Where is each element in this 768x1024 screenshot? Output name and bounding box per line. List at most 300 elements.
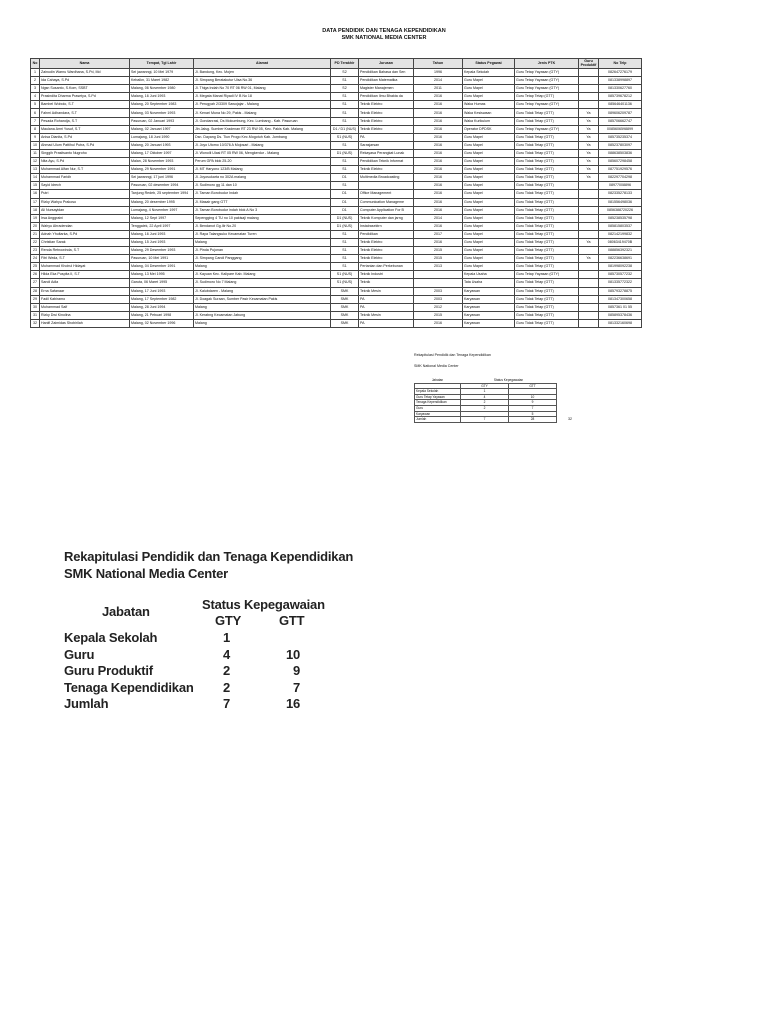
table-cell: 19 bbox=[31, 214, 40, 222]
table-cell: 081998092238 bbox=[599, 263, 642, 271]
table-cell: S1 bbox=[331, 230, 359, 238]
table-cell: S1 bbox=[331, 101, 359, 109]
table-row bbox=[31, 287, 642, 295]
table-cell: Guru Mapel bbox=[463, 141, 515, 149]
table-cell: SMK bbox=[331, 303, 359, 311]
table-cell: Bambel Wobolo, S.T bbox=[40, 101, 130, 109]
table-cell: Pendidikan Matematika bbox=[359, 77, 414, 85]
table-row bbox=[31, 206, 642, 214]
table-cell bbox=[579, 93, 599, 101]
table-cell bbox=[579, 101, 599, 109]
table-cell: D1 bbox=[331, 190, 359, 198]
table-row bbox=[31, 158, 642, 166]
table-cell: 081347300658 bbox=[599, 295, 642, 303]
table-cell: Teknik Industri bbox=[359, 271, 414, 279]
table-cell: Adnah Yhultarka, S.Pd bbox=[40, 230, 130, 238]
table-cell bbox=[579, 247, 599, 255]
table-cell: 13 bbox=[31, 166, 40, 174]
table-cell bbox=[579, 271, 599, 279]
table-row bbox=[31, 174, 642, 182]
header-ttl: Tempat, Tgl Lahir bbox=[130, 59, 194, 69]
table-cell: Sayid Idrech bbox=[40, 182, 130, 190]
table-cell: Guru Mapel bbox=[463, 255, 515, 263]
table-cell: PA bbox=[359, 133, 414, 141]
small-recap-cell: 1 bbox=[461, 389, 509, 395]
table-cell: 087751929576 bbox=[599, 166, 642, 174]
table-cell: 2016 bbox=[414, 190, 463, 198]
table-cell: 0857361 01 55 bbox=[599, 303, 642, 311]
table-cell: Malang, 04 Desember 1991 bbox=[130, 263, 194, 271]
table-row bbox=[31, 222, 642, 230]
table-cell: 32 bbox=[31, 319, 40, 327]
small-recap-cell: 4 bbox=[461, 394, 509, 400]
table-cell: Guru Tidak Tetap (GTT) bbox=[515, 230, 579, 238]
table-cell: S1 bbox=[331, 238, 359, 246]
table-cell: Jl. Sudimoro No 7 Malang bbox=[194, 279, 331, 287]
table-cell: Guru Mapel bbox=[463, 166, 515, 174]
table-cell bbox=[579, 190, 599, 198]
table-cell: Guru Mapel bbox=[463, 198, 515, 206]
table-cell: Pasuruan, 10 Mei 1991 bbox=[130, 255, 194, 263]
table-cell: Prasindita Dharma Prasetya, S.Pd bbox=[40, 93, 130, 101]
table-cell: Karyawan bbox=[463, 319, 515, 327]
table-cell: Jl. Joyosukarta no 302A malang bbox=[194, 174, 331, 182]
table-cell: Malang, 20 Januari 1993 bbox=[130, 141, 194, 149]
table-cell: 081556498036 bbox=[599, 198, 642, 206]
table-row bbox=[31, 311, 642, 319]
table-cell: Waka Humas bbox=[463, 101, 515, 109]
header-tahun: Tahun bbox=[414, 59, 463, 69]
table-cell: 9 bbox=[31, 133, 40, 141]
table-row bbox=[31, 263, 642, 271]
table-cell: Guru Mapel bbox=[463, 247, 515, 255]
table-cell: Guru Tidak Tetap (GTT) bbox=[515, 303, 579, 311]
table-cell: Jl. Megata Manat Riyadi IV B No 18 bbox=[194, 93, 331, 101]
small-recap-cell: Kepala Sekolah bbox=[415, 389, 461, 395]
small-recap-cell: Guru bbox=[415, 405, 461, 411]
small-recap-cell: Jumlah bbox=[415, 417, 461, 423]
table-cell: Malang, 02 November 1996 bbox=[130, 319, 194, 327]
table-cell: Ya bbox=[579, 158, 599, 166]
table-cell: Guru Mapel bbox=[463, 214, 515, 222]
table-row bbox=[31, 149, 642, 157]
table-cell: Jl. Bandung, Kec. Mojen bbox=[194, 69, 331, 77]
table-cell bbox=[579, 263, 599, 271]
table-cell: 081338998897 bbox=[599, 77, 642, 85]
table-cell: 085735235374 bbox=[599, 133, 642, 141]
table-cell: Sarasjarsan bbox=[359, 141, 414, 149]
table-cell: 5 bbox=[31, 101, 40, 109]
small-recap-cell: 10 bbox=[509, 394, 557, 400]
table-row bbox=[31, 190, 642, 198]
small-recap-title: Rekapitulasi Pendidik dan Tenaga Kependidikan bbox=[414, 353, 491, 357]
table-cell: D1 bbox=[331, 198, 359, 206]
table-cell: 22 bbox=[31, 238, 40, 246]
table-cell: Malang, 06 November 1980 bbox=[130, 85, 194, 93]
big-recap-gty: 1 bbox=[222, 630, 230, 645]
table-cell: 085730577232 bbox=[599, 271, 642, 279]
table-cell: Waka Kesiswaan bbox=[463, 109, 515, 117]
header-alamat: Alamat bbox=[194, 59, 331, 69]
table-cell: 2015 bbox=[414, 247, 463, 255]
table-cell: Malang, 16 Juni 1993 bbox=[130, 93, 194, 101]
table-cell: Putri bbox=[40, 190, 130, 198]
table-row bbox=[31, 295, 642, 303]
big-recap-gty: 4 bbox=[222, 647, 230, 662]
table-cell: 0856388720226 bbox=[599, 206, 642, 214]
table-cell: Guru Mapel bbox=[463, 149, 515, 157]
table-cell: Ya bbox=[579, 117, 599, 125]
table-cell: Malang, 28 Juni 1994 bbox=[130, 303, 194, 311]
table-cell: S1 bbox=[331, 263, 359, 271]
small-recap-cell: 5 bbox=[509, 411, 557, 417]
table-cell: Guru Tidak Tetap (GTT) bbox=[515, 198, 579, 206]
table-cell: 2017 bbox=[414, 230, 463, 238]
table-cell: 2016 bbox=[414, 182, 463, 190]
table-row bbox=[31, 93, 642, 101]
table-cell: 14 bbox=[31, 174, 40, 182]
table-cell: Jln Jalsg. Sumber Kradenan RT 23 RW 05, Kec. Pakis Kab. Malang bbox=[194, 125, 331, 133]
table-cell: Guru Tidak Tetap (GTT) bbox=[515, 166, 579, 174]
table-cell: D1 bbox=[331, 206, 359, 214]
table-cell: Sepengging 4 TU no 10 pakisaji malang bbox=[194, 214, 331, 222]
table-cell: Guru Tidak Tetap (GTT) bbox=[515, 295, 579, 303]
table-cell: Jl. Gondanrasi, Ds Mokumbung, Kec. Lumbang - Kab. Pasuruan bbox=[194, 117, 331, 125]
document-subtitle: SMK NATIONAL MEDIA CENTER bbox=[341, 35, 427, 41]
table-cell: D1 (NUS) bbox=[331, 222, 359, 230]
table-cell: Sei jawanngi, 10 Mei 1979 bbox=[130, 69, 194, 77]
table-cell bbox=[579, 214, 599, 222]
table-cell: 2016 bbox=[414, 198, 463, 206]
table-cell: Jl. Raya Talangsuko Kecamatan Turen bbox=[194, 230, 331, 238]
table-cell: Karyawan bbox=[463, 295, 515, 303]
small-recap-table bbox=[414, 378, 557, 423]
table-cell: Jl. Masair gang GTT bbox=[194, 198, 331, 206]
table-cell: S1 (NUS) bbox=[331, 133, 359, 141]
table-row bbox=[31, 117, 642, 125]
table-cell: 085706662747 bbox=[599, 117, 642, 125]
table-cell: 08977008896 bbox=[599, 182, 642, 190]
table-cell: 31 bbox=[31, 311, 40, 319]
table-cell: Kebalkn, 31 Maret 1982 bbox=[130, 77, 194, 85]
table-cell: Jl. Wonolil Ulasi RT 05 RW 06, Mengkerdur - Malang bbox=[194, 149, 331, 157]
table-cell: Jl. Taman Borobudur Indah bbox=[194, 190, 331, 198]
table-cell: S1 bbox=[331, 141, 359, 149]
table-cell: S1 bbox=[331, 117, 359, 125]
table-cell: Perum GPA blok 25-20 bbox=[194, 158, 331, 166]
table-cell: Teknik Elektro bbox=[359, 125, 414, 133]
table-cell bbox=[414, 271, 463, 279]
table-cell: 082297704298 bbox=[599, 174, 642, 182]
table-row bbox=[31, 85, 642, 93]
table-header-row bbox=[31, 59, 642, 69]
table-cell: Ya bbox=[579, 238, 599, 246]
table-cell: Guru Tidak Tetap (GTT) bbox=[515, 247, 579, 255]
table-cell: Jl. Doagak Suraan, Sumber Pasir Kecamatan Pakis bbox=[194, 295, 331, 303]
table-cell: S1 bbox=[331, 255, 359, 263]
table-cell: Erna Safanaar bbox=[40, 287, 130, 295]
table-cell: 11 bbox=[31, 149, 40, 157]
table-cell: Communication Manageme bbox=[359, 198, 414, 206]
table-cell: Guru Tidak Tetap (GTT) bbox=[515, 263, 579, 271]
big-recap-col-status: Status Kepegawaian bbox=[202, 597, 325, 612]
table-cell: Jl. Sudimoro gg 11 dan 10 bbox=[194, 182, 331, 190]
table-cell: Office Management bbox=[359, 190, 414, 198]
table-row bbox=[31, 303, 642, 311]
table-cell bbox=[579, 198, 599, 206]
table-cell: Jl. Simpang Candi Panggang bbox=[194, 255, 331, 263]
table-cell: Teknik Elektro bbox=[359, 166, 414, 174]
table-cell: Teknik Komputer dan jarng bbox=[359, 214, 414, 222]
table-cell: 7 bbox=[31, 117, 40, 125]
table-cell: Malang, 21 Pebuari 1998 bbox=[130, 311, 194, 319]
table-cell: Kepala Sekolah bbox=[463, 69, 515, 77]
table-row bbox=[31, 141, 642, 149]
table-cell bbox=[579, 230, 599, 238]
big-recap-label: Tenaga Kependidikan bbox=[64, 680, 194, 695]
table-cell: Guru Mapel bbox=[463, 85, 515, 93]
table-cell: Pasuruan, 02 desember 1994 bbox=[130, 182, 194, 190]
table-cell: Ya bbox=[579, 166, 599, 174]
big-recap-label: Jumlah bbox=[64, 696, 109, 711]
table-cell: Guru Mapel bbox=[463, 230, 515, 238]
table-cell bbox=[579, 77, 599, 85]
table-cell: Operator DPDSK bbox=[463, 125, 515, 133]
table-cell: 085739678212 bbox=[599, 93, 642, 101]
table-cell: Wahyu Ahradendan bbox=[40, 222, 130, 230]
table-cell: 2016 bbox=[414, 238, 463, 246]
table-cell: S1 bbox=[331, 247, 359, 255]
table-cell: Jl. Kalubdaren - Malang bbox=[194, 287, 331, 295]
table-cell: Jl. Thiga Indah No 70 RT 06 RW 01, Malang bbox=[194, 85, 331, 93]
table-cell: Muhammad Saif bbox=[40, 303, 130, 311]
table-cell bbox=[579, 295, 599, 303]
table-cell bbox=[579, 222, 599, 230]
table-cell: Pendidikan Teknik Informat bbox=[359, 158, 414, 166]
table-cell: Fitri Weda, S.T bbox=[40, 255, 130, 263]
table-cell: SMK bbox=[331, 311, 359, 319]
table-cell bbox=[579, 287, 599, 295]
table-cell: 2016 bbox=[414, 158, 463, 166]
table-cell: Guru Mapel bbox=[463, 182, 515, 190]
table-cell: Maulana Amri Yusuf, S.T bbox=[40, 125, 130, 133]
table-cell: 081335772322 bbox=[599, 279, 642, 287]
big-recap-col-jabatan: Jabatan bbox=[102, 604, 150, 619]
table-cell: Malang, 20 desember 1995 bbox=[130, 198, 194, 206]
big-recap-col-gtt: GTT bbox=[279, 613, 305, 628]
header-pd-terakhir: PD Terakhir bbox=[331, 59, 359, 69]
table-cell: Anisa Dianita, S.Pd bbox=[40, 133, 130, 141]
table-cell: 081332160698 bbox=[599, 319, 642, 327]
table-cell: 082142199832 bbox=[599, 230, 642, 238]
big-recap-gtt: 9 bbox=[292, 663, 300, 678]
table-cell: Guru Tidak Tetap (GTT) bbox=[515, 287, 579, 295]
table-cell: 2014 bbox=[414, 214, 463, 222]
table-cell: Muhammad Faridh bbox=[40, 174, 130, 182]
table-cell: 2016 bbox=[414, 141, 463, 149]
table-cell: 6 bbox=[31, 109, 40, 117]
table-cell: Guru Mapel bbox=[463, 263, 515, 271]
table-cell: SMK bbox=[331, 295, 359, 303]
table-cell: Guru Tetap Yayasan (GTY) bbox=[515, 271, 579, 279]
table-cell: PA bbox=[359, 303, 414, 311]
table-cell: 0085606598899 bbox=[599, 125, 642, 133]
table-cell: Malang, 29 November 1991 bbox=[130, 166, 194, 174]
table-cell: Karyawan bbox=[463, 303, 515, 311]
table-cell bbox=[579, 319, 599, 327]
table-cell: Guru Mapel bbox=[463, 158, 515, 166]
table-cell bbox=[579, 303, 599, 311]
table-cell: 08063419470B bbox=[599, 238, 642, 246]
table-cell: 2016 bbox=[414, 117, 463, 125]
table-cell: Guru Tidak Tetap (GTT) bbox=[515, 311, 579, 319]
table-cell: 082335278133 bbox=[599, 190, 642, 198]
table-cell: 29 bbox=[31, 295, 40, 303]
table-row bbox=[31, 279, 642, 287]
table-cell: Irsa Anggraini bbox=[40, 214, 130, 222]
small-recap-cell: Tenaga Kependidikan bbox=[415, 400, 461, 406]
table-row bbox=[31, 77, 642, 85]
small-recap-cell: Guru Tetap Yayasan bbox=[415, 394, 461, 400]
table-cell: 2015 bbox=[414, 311, 463, 319]
table-cell: Teknik Elektro bbox=[359, 117, 414, 125]
table-row bbox=[31, 255, 642, 263]
header-jenis-ptk: Jenis PTK bbox=[515, 59, 579, 69]
table-cell: Guru Tidak Tetap (GTT) bbox=[515, 149, 579, 157]
big-recap-label: Guru bbox=[64, 647, 95, 662]
table-cell: Guru Tidak Tetap (GTT) bbox=[515, 109, 579, 117]
table-row bbox=[31, 101, 642, 109]
staff-table bbox=[30, 58, 642, 328]
table-cell: Teknik bbox=[359, 279, 414, 287]
table-cell: Ya bbox=[579, 133, 599, 141]
table-cell: S2 bbox=[331, 85, 359, 93]
table-cell: Rizky Dwi Kinolina bbox=[40, 311, 130, 319]
table-cell: Rizky Wahyu Prakoso bbox=[40, 198, 130, 206]
table-cell: Ya bbox=[579, 141, 599, 149]
table-cell: 2016 bbox=[414, 166, 463, 174]
big-recap-label: Kepala Sekolah bbox=[64, 630, 158, 645]
table-cell: Instalrasektrn bbox=[359, 222, 414, 230]
table-cell: S1 (NUS) bbox=[331, 271, 359, 279]
table-cell: Jl. MT Haryono 123/B Malang bbox=[194, 166, 331, 174]
big-recap-gty: 2 bbox=[222, 680, 230, 695]
table-cell: 16 bbox=[31, 190, 40, 198]
table-cell: Ngsn Susanto, S.Kom, SSBT bbox=[40, 85, 130, 93]
table-cell: Pendidikan Bahasa dan Sen bbox=[359, 69, 414, 77]
table-cell: Malang, 02 Januari 1997 bbox=[130, 125, 194, 133]
table-cell: S1 bbox=[331, 109, 359, 117]
table-cell: Kepala Usaha bbox=[463, 271, 515, 279]
table-row bbox=[31, 198, 642, 206]
header-no: No bbox=[31, 59, 40, 69]
table-cell: 2012 bbox=[414, 303, 463, 311]
big-recap-gty: 7 bbox=[222, 696, 230, 711]
small-recap-cell: 7 bbox=[509, 405, 557, 411]
document-title: DATA PENDIDIK DAN TENAGA KEPENDIDIKAN bbox=[322, 28, 446, 34]
table-cell: 2016 bbox=[414, 174, 463, 182]
table-cell: Rekayasa Perangkat Lunak bbox=[359, 149, 414, 157]
table-cell: 088856392321 bbox=[599, 247, 642, 255]
table-cell: Karyawan bbox=[463, 287, 515, 295]
table-cell: Sei jawanngi, 17 juni 1996 bbox=[130, 174, 194, 182]
big-recap-gtt: 7 bbox=[292, 680, 300, 695]
small-recap-row bbox=[415, 417, 557, 423]
table-cell: Guru Tidak Tetap (GTT) bbox=[515, 255, 579, 263]
table-cell: Guru Tidak Tetap (GTT) bbox=[515, 141, 579, 149]
table-cell: 27 bbox=[31, 279, 40, 287]
table-cell: Malang, 03 November 1993 bbox=[130, 109, 194, 117]
big-recap-gty: 2 bbox=[222, 663, 230, 678]
table-cell: Guru Mapel bbox=[463, 238, 515, 246]
table-cell: Malang, 17 September 1982 bbox=[130, 295, 194, 303]
table-cell: Guru Tidak Tetap (GTT) bbox=[515, 190, 579, 198]
table-cell: 2016 bbox=[414, 109, 463, 117]
table-cell: Renda Retnowinda, S.T bbox=[40, 247, 130, 255]
table-cell bbox=[414, 279, 463, 287]
small-recap-col-status: Status Kepegawaian bbox=[493, 378, 524, 383]
table-cell: 1 bbox=[31, 69, 40, 77]
table-cell: 2016 bbox=[414, 206, 463, 214]
table-row bbox=[31, 247, 642, 255]
table-cell: 2016 bbox=[414, 133, 463, 141]
small-recap-cell: Karyawan bbox=[415, 411, 461, 417]
table-cell: 081330627760 bbox=[599, 85, 642, 93]
table-cell: Guru Mapel bbox=[463, 174, 515, 182]
table-cell: Pertanian dan Perkebunan bbox=[359, 263, 414, 271]
table-cell: 15 bbox=[31, 182, 40, 190]
table-cell: 10 bbox=[31, 141, 40, 149]
table-cell: Guru Tidak Tetap (GTT) bbox=[515, 182, 579, 190]
table-row bbox=[31, 125, 642, 133]
table-cell: 088638503836 bbox=[599, 149, 642, 157]
table-cell: Guru Tidak Tetap (GTT) bbox=[515, 279, 579, 287]
table-cell: Ya bbox=[579, 109, 599, 117]
table-cell: Malang bbox=[194, 238, 331, 246]
table-cell: Pendidikan bbox=[359, 230, 414, 238]
table-cell: Jl. Kerabng Kecamatan Jabung bbox=[194, 311, 331, 319]
table-cell bbox=[579, 85, 599, 93]
table-cell: S1 bbox=[331, 77, 359, 85]
big-recap-title: Rekapitulasi Pendidik dan Tenaga Kependidikan bbox=[64, 549, 354, 564]
table-cell: 20 bbox=[31, 222, 40, 230]
table-cell: Malang, 17 Juni 1993 bbox=[130, 287, 194, 295]
table-cell: Pesada Rohandja, S.T bbox=[40, 117, 130, 125]
table-cell: Muhammad Khoirul Hidayat bbox=[40, 263, 130, 271]
table-cell: Ida Cahaya, S.Pd bbox=[40, 77, 130, 85]
table-cell: 2014 bbox=[414, 77, 463, 85]
table-cell: Teknik Mesin bbox=[359, 311, 414, 319]
table-cell: 8 bbox=[31, 125, 40, 133]
table-cell: Teknik Elektro bbox=[359, 238, 414, 246]
small-recap-cell: 9 bbox=[509, 400, 557, 406]
header-nama: Nama bbox=[40, 59, 130, 69]
table-cell: 2015 bbox=[414, 255, 463, 263]
table-cell: 26 bbox=[31, 271, 40, 279]
big-recap-label: Guru Produktif bbox=[64, 663, 153, 678]
table-cell: Teknik Elektro bbox=[359, 255, 414, 263]
table-cell: S1 bbox=[331, 93, 359, 101]
table-cell: Karyawan bbox=[463, 311, 515, 319]
big-recap-col-gty: GTY bbox=[215, 613, 242, 628]
header-no-telp: No Telp bbox=[599, 59, 642, 69]
table-cell: Muhammad Alfan Nur, S.T bbox=[40, 166, 130, 174]
table-cell: 082236638691 bbox=[599, 255, 642, 263]
table-cell: Nita Ayu, S.Pd bbox=[40, 158, 130, 166]
table-cell: Pendidikan Ilmu Bhakta da bbox=[359, 93, 414, 101]
table-cell: Guru Mapel bbox=[463, 190, 515, 198]
table-cell: 18 bbox=[31, 206, 40, 214]
